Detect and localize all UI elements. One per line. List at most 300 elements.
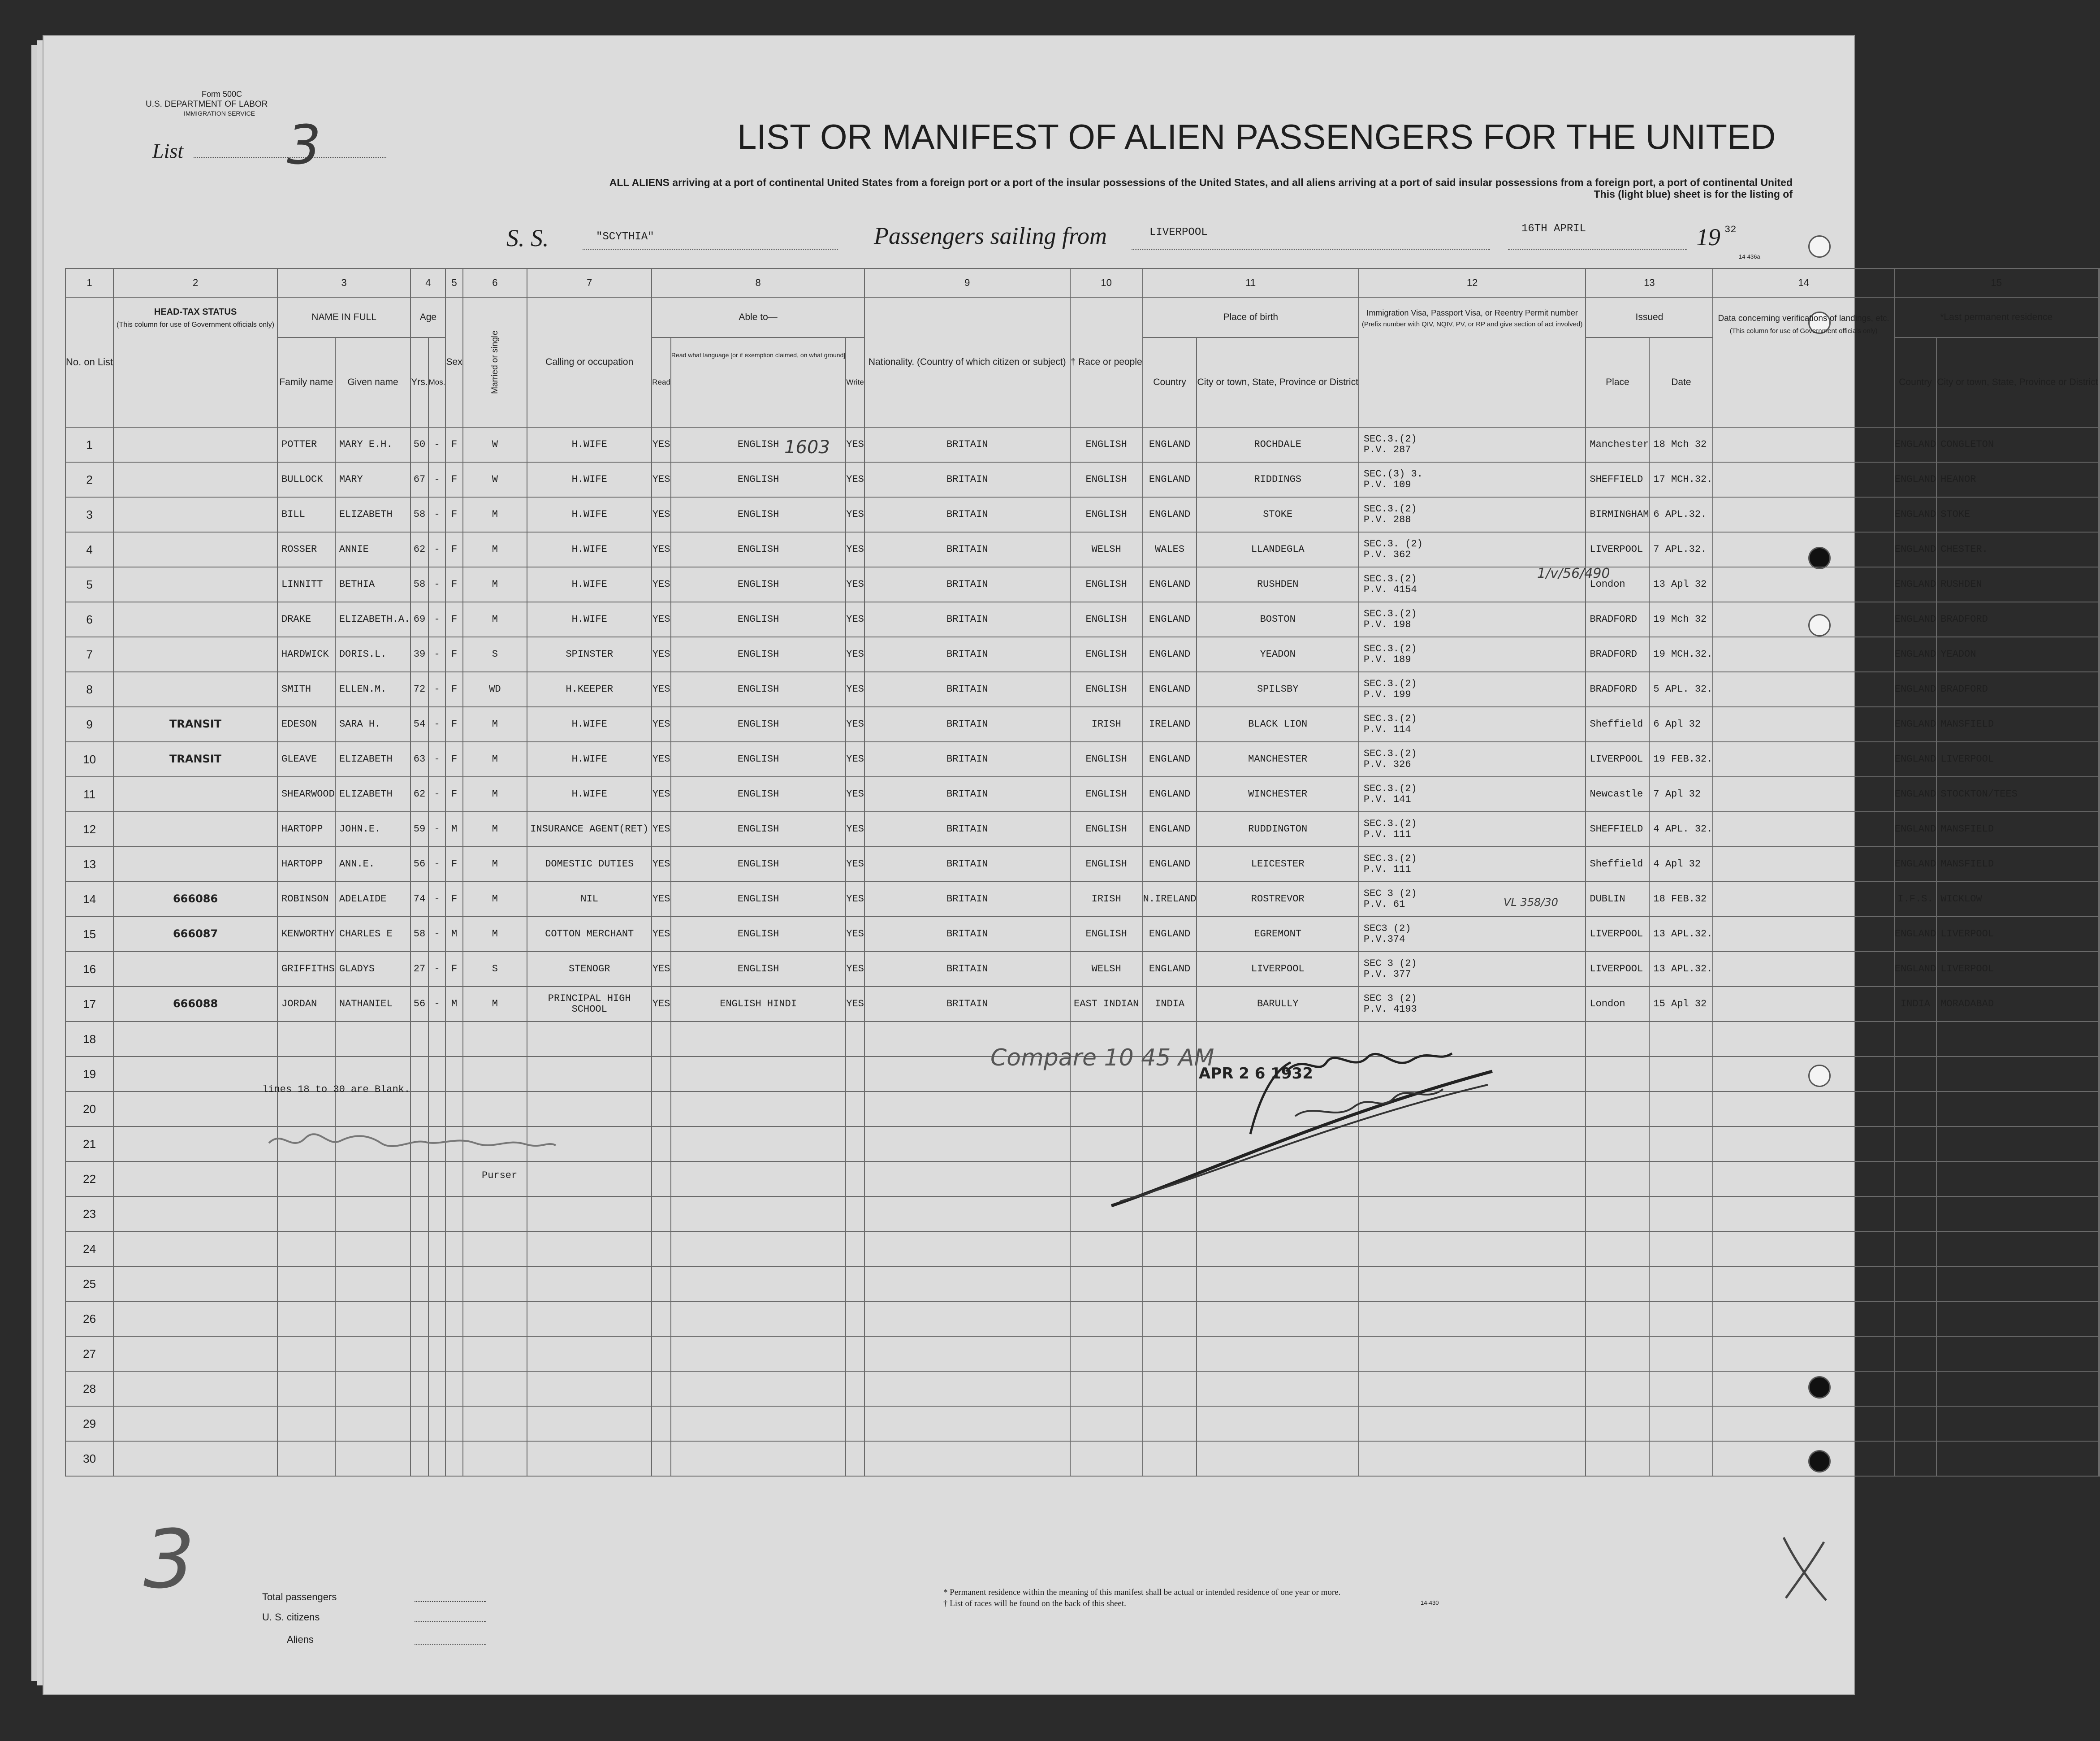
age-years-cell	[410, 462, 428, 497]
sex: F	[451, 474, 458, 485]
birth-country-cell	[1143, 427, 1197, 462]
marital-status: M	[492, 544, 498, 555]
occupation: H.WIFE	[571, 754, 607, 765]
blank-row	[65, 1336, 2100, 1371]
empty-cell	[671, 1231, 846, 1266]
occupation: PRINCIPAL HIGH SCHOOL	[548, 993, 631, 1015]
birth-country-cell	[1143, 952, 1197, 987]
passenger-no-cell	[65, 672, 113, 707]
age-months: -	[434, 928, 440, 940]
can-write: YES	[846, 998, 864, 1009]
visa-section: SEC.3.(2)	[1363, 783, 1417, 794]
occupation: H.WIFE	[571, 788, 607, 800]
occupation-cell	[527, 847, 652, 882]
birth-country: ENGLAND	[1149, 649, 1191, 660]
family-name: KENWORTHY	[281, 928, 335, 940]
race: ENGLISH	[1085, 928, 1127, 940]
visa-number-cell	[1359, 672, 1586, 707]
birth-city: RIDDINGS	[1254, 474, 1301, 485]
row-number: 23	[83, 1207, 96, 1221]
residence-country: ENGLAND	[1894, 823, 1936, 835]
empty-cell	[1894, 1371, 1936, 1406]
marital-status: M	[492, 509, 498, 520]
nationality-cell	[864, 917, 1070, 952]
empty-cell	[1649, 1441, 1713, 1476]
residence-country: ENGLAND	[1894, 544, 1936, 555]
column-number: 11	[1143, 269, 1359, 297]
visa-section: SEC.3.(2)	[1363, 608, 1417, 619]
passenger-row	[65, 497, 2100, 532]
empty-cell	[1936, 1161, 2098, 1196]
empty-cell	[2099, 1336, 2100, 1371]
verification-cell	[1713, 497, 1894, 532]
family-name: HARTOPP	[281, 823, 323, 835]
issued-date-cell	[1649, 742, 1713, 777]
nationality: BRITAIN	[946, 649, 988, 660]
nationality-cell	[864, 532, 1070, 567]
age-months-cell	[428, 497, 446, 532]
issued-place: London	[1590, 579, 1625, 590]
occupation-cell	[527, 812, 652, 847]
header-nationality: Nationality. (Country of which citizen or subject)	[864, 297, 1070, 427]
visa-pv-number: P.V. 109	[1363, 479, 1411, 490]
passenger-row	[65, 777, 2100, 812]
sex-cell	[445, 882, 462, 917]
can-read: YES	[652, 544, 670, 555]
given-name-cell	[335, 462, 410, 497]
issued-date: 19 FEB.32.	[1653, 754, 1713, 765]
family-name: HARDWICK	[281, 649, 329, 660]
empty-cell	[1586, 1091, 1649, 1126]
birth-country-cell	[1143, 567, 1197, 602]
empty-cell	[1894, 1266, 1936, 1301]
nationality-cell	[864, 882, 1070, 917]
header-last-residence: *Last permanent residence	[1894, 297, 2099, 338]
age-years-cell	[410, 742, 428, 777]
can-write-cell	[846, 952, 864, 987]
occupation-cell	[527, 777, 652, 812]
empty-cell	[335, 1196, 410, 1231]
family-name: HARTOPP	[281, 858, 323, 870]
birth-city-cell	[1197, 987, 1358, 1022]
can-read-cell	[652, 567, 671, 602]
empty-cell	[277, 1406, 335, 1441]
verification-note-row4: 1/v/56/490	[1537, 566, 1610, 581]
visa-section: SEC 3 (2)	[1363, 993, 1417, 1004]
read-language: ENGLISH	[737, 823, 779, 835]
empty-cell	[1586, 1371, 1649, 1406]
passenger-no: 9	[86, 718, 93, 731]
family-name: SHEARWOOD	[281, 788, 335, 800]
empty-cell	[652, 1126, 671, 1161]
residence-country-cell	[1894, 742, 1936, 777]
nationality-cell	[864, 777, 1070, 812]
marital-status-cell	[463, 637, 527, 672]
race: ENGLISH	[1085, 614, 1127, 625]
age-years-cell	[410, 987, 428, 1022]
occupation-cell	[527, 462, 652, 497]
empty-cell	[463, 1022, 527, 1057]
empty-cell	[1649, 1406, 1713, 1441]
empty-cell	[113, 1371, 277, 1406]
age-years-cell	[410, 567, 428, 602]
headtax-status-cell	[113, 672, 277, 707]
header-name-in-full: NAME IN FULL	[277, 297, 410, 338]
empty-cell	[277, 1266, 335, 1301]
column-number: 4	[410, 269, 445, 297]
empty-cell	[1894, 1126, 1936, 1161]
empty-cell	[1713, 1126, 1894, 1161]
read-language-cell	[671, 707, 846, 742]
family-name-cell	[277, 497, 335, 532]
nationality: BRITAIN	[946, 754, 988, 765]
residence-city-cell	[1936, 462, 2098, 497]
given-name-cell	[335, 427, 410, 462]
headtax-status-cell	[113, 532, 277, 567]
form-code: 14-436a	[1739, 253, 1760, 260]
age-years-cell	[410, 882, 428, 917]
empty-cell	[1713, 1266, 1894, 1301]
can-read: YES	[652, 858, 670, 870]
empty-cell	[277, 1336, 335, 1371]
residence-country-cell	[1894, 427, 1936, 462]
header-verification	[1713, 297, 1894, 427]
empty-cell	[1197, 1231, 1358, 1266]
read-language-cell	[671, 742, 846, 777]
empty-cell	[671, 1161, 846, 1196]
empty-cell	[527, 1441, 652, 1476]
sex-cell	[445, 567, 462, 602]
empty-cell	[335, 1336, 410, 1371]
compare-note: Compare 10 45 AM	[990, 1044, 1214, 1071]
nationality: BRITAIN	[946, 719, 988, 730]
sex-cell	[445, 917, 462, 952]
empty-cell	[113, 1196, 277, 1231]
race: ENGLISH	[1085, 439, 1127, 450]
issued-place-cell	[1586, 707, 1649, 742]
empty-cell	[671, 1196, 846, 1231]
blank-row	[65, 1406, 2100, 1441]
nationality: BRITAIN	[946, 614, 988, 625]
birth-country-cell	[1143, 777, 1197, 812]
empty-cell	[652, 1441, 671, 1476]
visa-section: SEC.3.(2)	[1363, 573, 1417, 585]
residence-country: ENGLAND	[1894, 788, 1936, 800]
issued-date: 19 Mch 32	[1653, 614, 1707, 625]
empty-cell	[1143, 1336, 1197, 1371]
empty-cell	[1070, 1441, 1143, 1476]
passenger-row	[65, 672, 2100, 707]
empty-cell	[277, 1196, 335, 1231]
can-write-cell	[846, 812, 864, 847]
empty-cell	[335, 1161, 410, 1196]
margin-cell	[2099, 427, 2100, 462]
column-number: 5	[445, 269, 462, 297]
sex-cell	[445, 602, 462, 637]
given-name: DORIS.L.	[339, 649, 387, 660]
residence-city: MANSFIELD	[1940, 719, 1994, 730]
sailing-label: Passengers sailing from	[874, 222, 1107, 249]
row-number: 18	[83, 1032, 96, 1046]
empty-cell	[445, 1336, 462, 1371]
marital-status: M	[492, 719, 498, 730]
given-name: CHARLES E	[339, 928, 393, 940]
passenger-row	[65, 917, 2100, 952]
empty-cell	[1586, 1022, 1649, 1057]
footer-total-line	[415, 1601, 486, 1602]
empty-cell	[445, 1022, 462, 1057]
family-name-cell	[277, 917, 335, 952]
list-label: List	[152, 139, 184, 162]
residence-country-cell	[1894, 917, 1936, 952]
row-number-cell	[65, 1161, 113, 1196]
blank-row	[65, 1371, 2100, 1406]
given-name-cell	[335, 637, 410, 672]
column-number: 15	[1894, 269, 2099, 297]
empty-cell	[113, 1231, 277, 1266]
headtax-status-cell	[113, 917, 277, 952]
age-months-cell	[428, 917, 446, 952]
residence-country-cell	[1894, 707, 1936, 742]
occupation-cell	[527, 882, 652, 917]
residence-city: RUSHDEN	[1940, 579, 1982, 590]
birth-country: ENGLAND	[1149, 823, 1191, 835]
given-name: ANN.E.	[339, 858, 375, 870]
empty-cell	[463, 1196, 527, 1231]
empty-cell	[1649, 1091, 1713, 1126]
read-language-cell	[671, 917, 846, 952]
race: ENGLISH	[1085, 474, 1127, 485]
birth-city-cell	[1197, 497, 1358, 532]
can-read-cell	[652, 777, 671, 812]
sex: F	[451, 893, 458, 905]
empty-cell	[1197, 1336, 1358, 1371]
empty-cell	[1894, 1161, 1936, 1196]
birth-city: ROCHDALE	[1254, 439, 1301, 450]
can-read: YES	[652, 579, 670, 590]
empty-cell	[864, 1126, 1070, 1161]
can-write: YES	[846, 614, 864, 625]
empty-cell	[652, 1301, 671, 1336]
nationality: BRITAIN	[946, 439, 988, 450]
header-residence-country: Country	[1894, 338, 1936, 427]
empty-cell	[1586, 1441, 1649, 1476]
empty-cell	[1894, 1301, 1936, 1336]
birth-country: ENGLAND	[1149, 579, 1191, 590]
passenger-no: 4	[86, 543, 93, 556]
footer-note-races: † List of races will be found on the back of this sheet.	[943, 1599, 1126, 1608]
residence-country-cell	[1894, 882, 1936, 917]
empty-cell	[2099, 1406, 2100, 1441]
sex: F	[451, 754, 458, 765]
headtax-status: TRANSIT	[169, 717, 222, 730]
birth-city: EGREMONT	[1254, 928, 1301, 940]
race-cell	[1070, 882, 1143, 917]
nationality-cell	[864, 812, 1070, 847]
blank-row	[65, 1301, 2100, 1336]
age-years: 58	[413, 928, 426, 940]
margin-cell	[2099, 917, 2100, 952]
empty-cell	[1649, 1161, 1713, 1196]
passenger-no: 11	[83, 788, 96, 801]
birth-city-cell	[1197, 917, 1358, 952]
age-months: -	[434, 893, 440, 905]
row-number-cell	[65, 1406, 113, 1441]
sex-cell	[445, 532, 462, 567]
birth-country: ENGLAND	[1149, 684, 1191, 695]
empty-cell	[1713, 1441, 1894, 1476]
row-number: 25	[83, 1277, 96, 1291]
can-write-cell	[846, 882, 864, 917]
empty-cell	[652, 1091, 671, 1126]
empty-cell	[1197, 1266, 1358, 1301]
age-years: 62	[413, 788, 426, 800]
empty-cell	[1713, 1091, 1894, 1126]
read-language-cell	[671, 497, 846, 532]
sex: F	[451, 858, 458, 870]
residence-country-cell	[1894, 987, 1936, 1022]
occupation-cell	[527, 917, 652, 952]
issued-place-cell	[1586, 532, 1649, 567]
empty-cell	[846, 1266, 864, 1301]
empty-cell	[2099, 1091, 2100, 1126]
age-years-cell	[410, 812, 428, 847]
can-write-cell	[846, 637, 864, 672]
residence-city: MORADABAD	[1940, 998, 1994, 1009]
family-name-cell	[277, 462, 335, 497]
given-name: ELLEN.M.	[339, 684, 387, 695]
age-years: 58	[413, 509, 426, 520]
empty-cell	[277, 1022, 335, 1057]
row-number: 21	[83, 1137, 96, 1151]
empty-cell	[527, 1371, 652, 1406]
issued-place: DUBLIN	[1590, 893, 1625, 905]
sex: F	[451, 439, 458, 450]
empty-cell	[1359, 1441, 1586, 1476]
empty-cell	[1713, 1057, 1894, 1091]
passenger-no-cell	[65, 987, 113, 1022]
visa-pv-number: P.V. 198	[1363, 619, 1411, 630]
race: ENGLISH	[1085, 649, 1127, 660]
header-read: Read	[652, 338, 671, 427]
residence-city-cell	[1936, 427, 2098, 462]
empty-cell	[1070, 1301, 1143, 1336]
race: WELSH	[1091, 544, 1121, 555]
visa-section: SEC 3 (2)	[1363, 888, 1417, 899]
verification-cell	[1713, 847, 1894, 882]
family-name: BILL	[281, 509, 305, 520]
age-years: 39	[413, 649, 426, 660]
age-years: 54	[413, 719, 426, 730]
verification-cell	[1713, 532, 1894, 567]
empty-cell	[864, 1161, 1070, 1196]
sex: F	[451, 579, 458, 590]
blank-row	[65, 1091, 2100, 1126]
residence-city-cell	[1936, 812, 2098, 847]
birth-city-cell	[1197, 742, 1358, 777]
year-prefix: 19	[1696, 224, 1720, 251]
residence-country-cell	[1894, 777, 1936, 812]
nationality: BRITAIN	[946, 928, 988, 940]
visa-pv-number: P.V. 111	[1363, 864, 1411, 875]
age-months: -	[434, 474, 440, 485]
visa-number-cell	[1359, 987, 1586, 1022]
empty-cell	[1143, 1266, 1197, 1301]
verification-cell	[1713, 987, 1894, 1022]
header-age: Age	[410, 297, 445, 338]
family-name: POTTER	[281, 439, 317, 450]
marital-status: S	[492, 649, 498, 660]
visa-section: SEC.3.(2)	[1363, 713, 1417, 724]
family-name: SMITH	[281, 684, 311, 695]
age-months: -	[434, 788, 440, 800]
issued-date-cell	[1649, 637, 1713, 672]
visa-pv-number: P.V. 189	[1363, 654, 1411, 665]
empty-cell	[1649, 1336, 1713, 1371]
birth-city-cell	[1197, 952, 1358, 987]
residence-city: STOCKTON/TEES	[1940, 788, 2018, 800]
empty-cell	[2099, 1057, 2100, 1091]
residence-country-cell	[1894, 812, 1936, 847]
read-language-cell	[671, 952, 846, 987]
empty-cell	[428, 1266, 446, 1301]
header-issued-date: Date	[1649, 338, 1713, 427]
footer-note-residence: * Permanent residence within the meaning of this manifest shall be actual or intended residence of one year or more.	[943, 1588, 1341, 1597]
empty-cell	[2099, 1231, 2100, 1266]
purser-label: Purser	[482, 1170, 518, 1181]
birth-country: N.IRELAND	[1143, 893, 1197, 905]
residence-country-cell	[1894, 602, 1936, 637]
footer-aliens-label: Aliens	[287, 1634, 314, 1645]
issued-place-cell	[1586, 952, 1649, 987]
empty-cell	[864, 1371, 1070, 1406]
age-months-cell	[428, 567, 446, 602]
issued-place: Newcastle	[1590, 788, 1643, 800]
issued-place: BRADFORD	[1590, 649, 1638, 660]
can-read-cell	[652, 672, 671, 707]
can-read-cell	[652, 952, 671, 987]
residence-city: BRADFORD	[1940, 684, 1988, 695]
family-name-cell	[277, 812, 335, 847]
passenger-row	[65, 882, 2100, 917]
birth-city-cell	[1197, 602, 1358, 637]
blank-lines-note: lines 18 to 30 are Blank.	[262, 1084, 410, 1095]
empty-cell	[864, 1231, 1070, 1266]
visa-pv-number: P.V. 362	[1363, 549, 1411, 560]
age-years: 56	[413, 998, 426, 1009]
visa-number-cell	[1359, 847, 1586, 882]
can-read: YES	[652, 509, 670, 520]
birth-country: ENGLAND	[1149, 614, 1191, 625]
verification-cell	[1713, 742, 1894, 777]
visa-pv-number: P.V. 377	[1363, 969, 1411, 980]
issued-date-cell	[1649, 497, 1713, 532]
empty-cell	[1143, 1406, 1197, 1441]
residence-country-cell	[1894, 462, 1936, 497]
headtax-status-cell	[113, 847, 277, 882]
empty-cell	[652, 1266, 671, 1301]
empty-cell	[864, 1441, 1070, 1476]
visa-pv-number: P.V. 61	[1363, 899, 1405, 910]
residence-country: ENGLAND	[1894, 614, 1936, 625]
residence-country-cell	[1894, 637, 1936, 672]
residence-city-cell	[1936, 602, 2098, 637]
empty-cell	[1894, 1057, 1936, 1091]
occupation: H.WIFE	[571, 439, 607, 450]
can-read: YES	[652, 439, 670, 450]
issued-place-cell	[1586, 917, 1649, 952]
marital-status-cell	[463, 602, 527, 637]
